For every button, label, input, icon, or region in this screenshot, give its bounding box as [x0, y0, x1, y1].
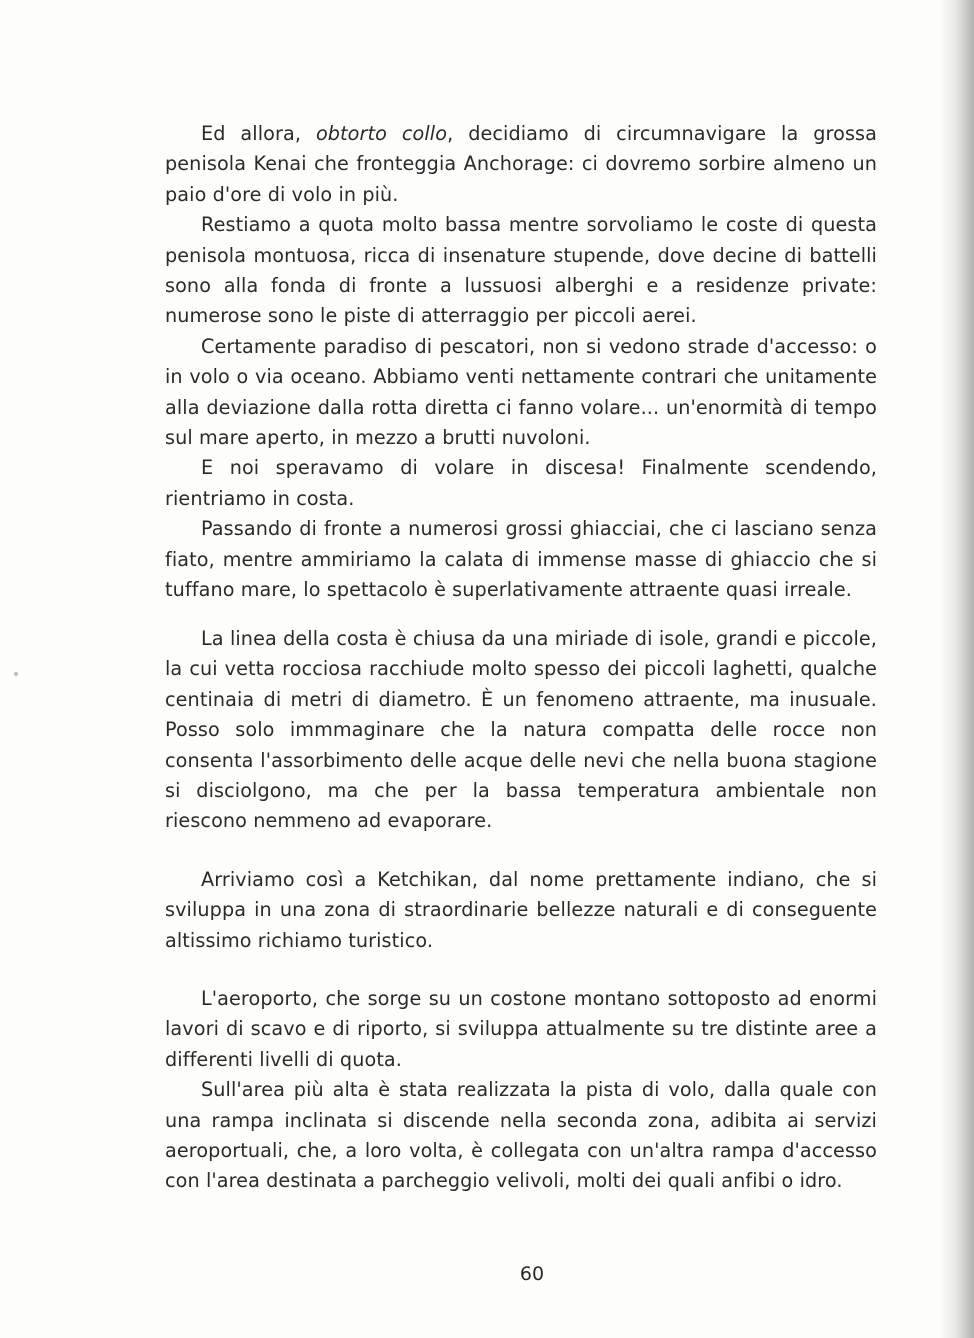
text-section-4	[165, 984, 877, 1197]
margin-speck	[14, 672, 18, 676]
italic-phrase: obtorto collo	[315, 122, 448, 145]
paragraph-9: Sull'area più alta è stata realizzata la pista di volo, dalla quale con una rampa inclinata si discende nella seconda zona, adibita ai servizi aeroportuali, che, a loro volta, è collegata con un'altra rampa d'accesso con l'area destinata a parcheggio velivoli, molti dei quali anfibi o idro.	[165, 1078, 877, 1193]
paragraph-6: La linea della costa è chiusa da una miriade di isole, grandi e piccole, la cui vetta rocciosa racchiude molto spesso dei piccoli laghetti, qualche centinaia di metri di diametro. È un fenomeno attraente, ma inusuale. Posso solo immmaginare che la natura compatta delle rocce non consenta l'assorbimento delle acque delle nevi che nella buona stagione si disciolgono, ma che per la bassa temperatura ambientale non riescono nemmeno ad evaporare.	[165, 627, 877, 833]
paragraph-3: Certamente paradiso di pescatori, non si vedono strade d'accesso: o in volo o via oceano. Abbiamo venti nettamente contrari che unitamente alla deviazione dalla rotta diretta ci fanno volare... un'enormità di tempo sul mare aperto, in mezzo a brutti nuvoloni.	[165, 334, 877, 450]
paragraph-1-rest: , decidiamo di circumnavigare la grossa penisola Kenai che fronteggia Anchorage: ci dovremo sorbire almeno un paio d'ore di volo in più.	[165, 122, 877, 206]
text-section-3	[165, 865, 877, 956]
paragraph-5: Passando di fronte a numerosi grossi ghiacciai, che ci lasciano senza fiato, mentre ammiriamo la calata di immense masse di ghiaccio che si tuffano mare, lo spettacolo è superlativamente attraente quasi irreale.	[165, 517, 877, 602]
paragraph-7: Arriviamo così a Ketchikan, dal nome prettamente indiano, che si sviluppa in una zona di straordinarie bellezze naturali e di conseguente altissimo richiamo turistico.	[165, 868, 877, 952]
paragraph-2: Restiamo a quota molto bassa mentre sorvoliamo le coste di questa penisola montuosa, ricca di insenature stupende, dove decine di battelli sono alla fonda di fronte a lussuosi alberghi e a residenze private: numerose sono le piste di atterraggio per piccoli aerei.	[165, 213, 877, 328]
paragraph-1	[165, 119, 877, 210]
text-section-2	[165, 624, 877, 837]
paragraph-1-lead: Ed allora,	[201, 122, 316, 145]
page-edge-shadow	[940, 0, 974, 1338]
paragraph-4: E noi speravamo di volare in discesa! Finalmente scendendo, rientriamo in costa.	[165, 456, 877, 510]
text-section-1	[165, 119, 877, 606]
paragraph-8: L'aeroporto, che sorge su un costone montano sottoposto ad enormi lavori di scavo e di riporto, si sviluppa attualmente su tre distinte aree a differenti livelli di quota.	[165, 987, 877, 1071]
page-number: 60	[519, 1263, 545, 1285]
